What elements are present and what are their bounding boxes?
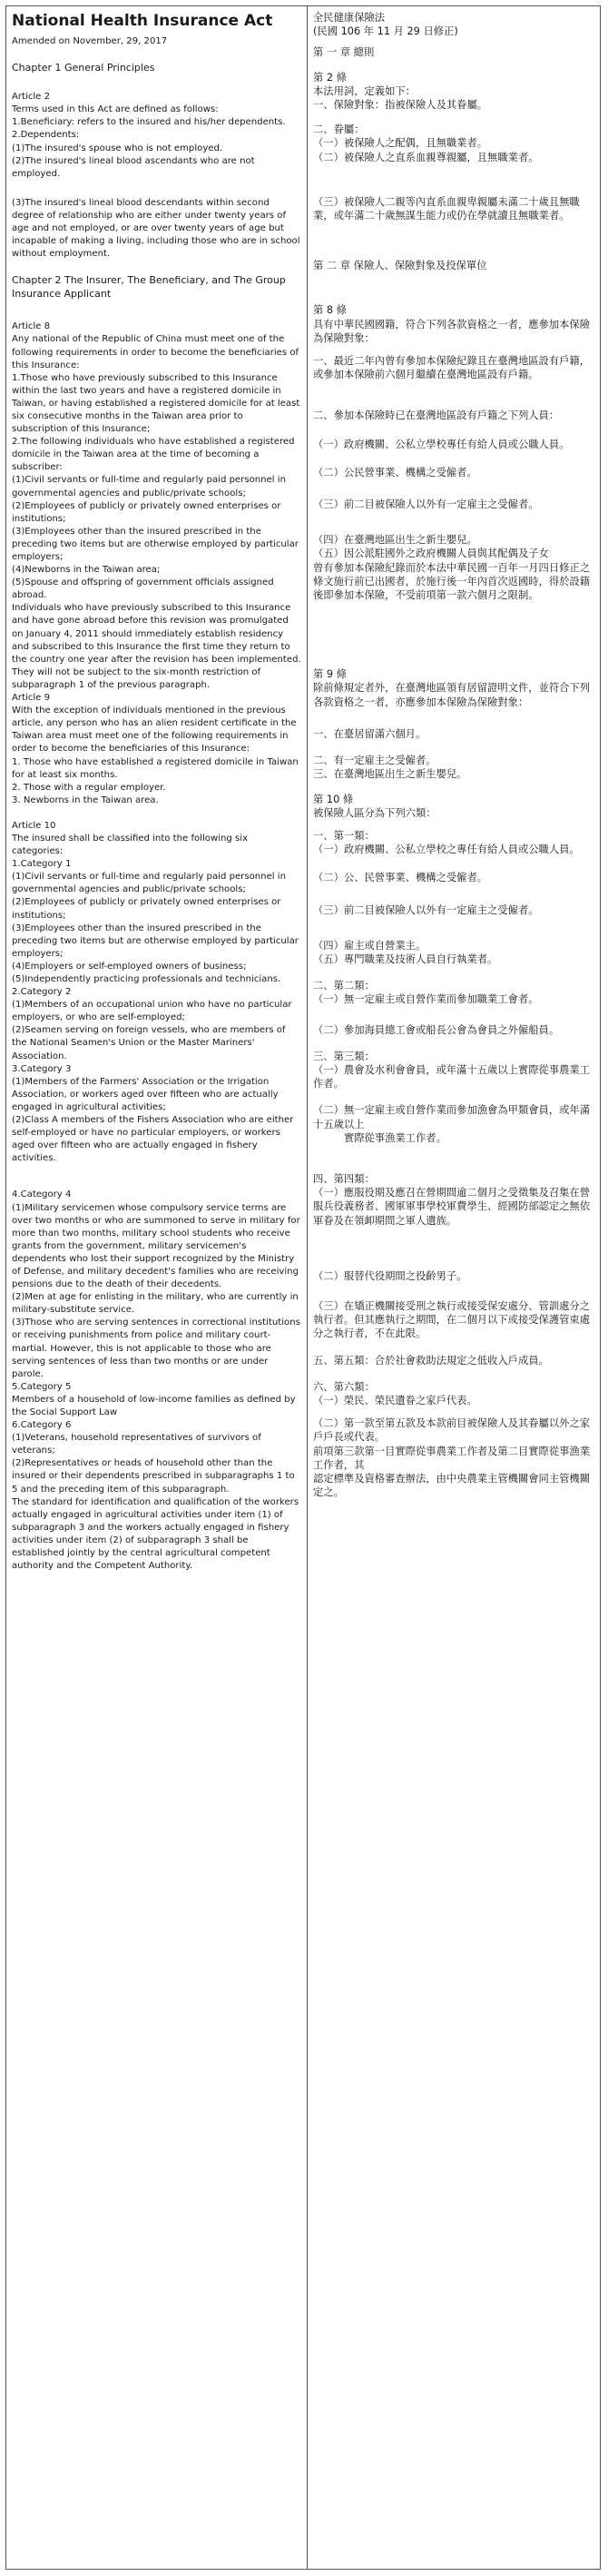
article-2-item-2-3: (3)The insured's lineal blood descendants within second degree of relationship who are either under twenty years of age and not employed, or are over twenty years of age but incapable of making a living, including those who are in school without employment. [12,197,300,260]
category-4-item-1-chinese: （一）應服役期及應召在營期間逾二個月之受徵集及召集在營服兵役義務者、國軍軍事學校軍費學生、經國防部認定之無依軍眷及在領卹期間之軍人遺族。 [313,1187,591,1227]
chinese-column [308,6,600,1504]
category-4-item-2: (2)Men at age for enlisting in the military, who are currently in military-substitute service. [12,1292,299,1316]
article-8-heading: Article 8 [12,321,51,332]
article-9-item-3-chinese: 三、在臺灣地區出生之新生嬰兒。 [313,768,467,781]
category-6-heading-chinese: 六、第六類： [313,1380,375,1393]
category-3-heading: 3.Category 3 [12,1063,72,1074]
category-3-item-1-chinese: （一）農會及水利會會員，或年滿十五歲以上實際從事農業工作者。 [313,1063,591,1091]
category-6-item-1: (1)Veterans, household representatives of survivors of veterans; [12,1433,261,1456]
article-9-intro-chinese: 除前條規定者外，在臺灣地區領有居留證明文件，並符合下列各款資格之一者，亦應參加本保險為保險對象： [313,682,591,708]
article-8-item-2-2: (2)Employees of publicly or privately owned enterprises or institutions; [12,500,281,524]
article-2-intro-chinese: 本法用詞，定義如下： [313,84,416,97]
article-2-heading-chinese: 第 2 條 [313,71,347,84]
category-6-item-1-chinese: （一）榮民、榮民遺眷之家戶代表。 [313,1394,477,1406]
article-8-item-2-3: (3)Employees other than the insured prescribed in the preceding two items but are otherwise employed by particular employers; [12,526,299,562]
article-8-item-2-1-chinese: （一）政府機關、公私立學校專任有給人員或公職人員。 [313,438,570,450]
category-3-item-2-chinese: （二）無一定雇主或自營作業而參加漁會為甲類會員，或年滿十五歲以上 [313,1104,591,1130]
article-2-item-2-1: (1)The insured's spouse who is not employed. [12,143,223,153]
article-8-item-2-3-chinese: （三）前二目被保險人以外有一定雇主之受僱者。 [313,498,539,511]
article-8-intro: Any national of the Republic of China must meet one of the following requirements in order to become the beneficiaries of this Insurance: [12,334,299,370]
category-1-item-4: (4)Employers or self-employed owners of business; [12,961,247,972]
category-1-heading-chinese: 一、第一類： [313,829,375,842]
category-2-item-2-chinese: （二）參加海員總工會或船長公會為會員之外僱船員。 [313,1023,560,1036]
category-1-item-3: (3)Employees other than the insured prescribed in the preceding two items but are otherwise employed by particular employers; [12,923,299,959]
category-1-item-1: (1)Civil servants or full-time and regularly paid personnel in governmental agencies and public/private schools; [12,872,286,895]
article-8-item-2-chinese: 二、參加本保險時已在臺灣地區設有戶籍之下列人員： [313,410,560,422]
category-1-item-3-chinese: （三）前二目被保險人以外有一定雇主之受僱者。 [313,903,539,916]
category-4-heading-chinese: 四、第四類： [313,1172,375,1185]
chapter-1-heading-chinese: 第 一 章 總則 [313,46,375,59]
article-9-heading-chinese: 第 9 條 [313,668,347,681]
category-2-item-1: (1)Members of an occupational union who have no particular employers, or who are self-employed; [12,1000,292,1023]
article-8-item-1-chinese: 一、最近二年內曾有參加本保險紀錄且在臺灣地區設有戶籍，或參加本保險前六個月繼續在臺灣地區設有戶籍。 [313,355,591,381]
article-8-item-2-5: (5)Spouse and offspring of government officials assigned abroad. [12,577,274,601]
article-10-intro-chinese: 被保險人區分為下列六類： [313,806,436,819]
article-8-item-2-2-chinese: （二）公民營事業、機構之受僱者。 [313,466,477,479]
article-9-item-2-chinese: 二、有一定雇主之受僱者。 [313,755,436,767]
category-1-item-2: (2)Employees of publicly or privately owned enterprises or institutions; [12,897,281,921]
article-10-intro: The insured shall be classified into the following six categories: [12,833,249,857]
category-3-item-2-continued-chinese: 實際從事漁業工作者。 [343,1131,446,1144]
article-2-item-2-3-chinese: （三）被保險人二親等內直系血親卑親屬未滿二十歲且無職業，或年滿二十歲無謀生能力或仍在學就讀且無職業者。 [313,195,580,222]
article-9-item-1: 1. Those who have established a registered domicile in Taiwan for at least six months. [12,756,299,780]
category-6-item-2: (2)Representatives or heads of household other than the insured or their dependents prescribed in subparagraphs 1 to 5 and the preceding item of this subparagraph. [12,1458,295,1495]
category-4-item-2-chinese: （二）服替代役期間之役齡男子。 [313,1269,467,1282]
category-3-item-1: (1)Members of the Farmers' Association or the Irrigation Association, or workers aged over fifteen who are actually engaged in agricultural activities; [12,1076,279,1112]
category-1-item-1-chinese: （一）政府機關、公私立學校之專任有給人員或公職人員。 [313,844,580,856]
chapter-2-heading-chinese: 第 二 章 保險人、保險對象及投保單位 [313,260,487,272]
category-1-item-4-chinese: （四）雇主或自營業主。 [313,939,427,952]
article-8-item-2-4: (4)Newborns in the Taiwan area; [12,565,161,576]
article-8-paragraph-2: Individuals who have previously subscribed to this Insurance and have gone abroad before this revision was promulgated on January 4, 2011 should immediately establish residency and subscribed to this Insurance the first time they return to the country one year after the revision has been implemented. They will not be subject to the six-month restriction of subparagraph 1 of the previous paragraph. [12,603,301,690]
category-4-item-1: (1)Military servicemen whose compulsory service terms are over two months or who are summoned to serve in military for more than two months, military school students who receive grants from the government, military servicemen's dependents who lost their support recognized by the Ministry of Defense, and military decedent's families who are receiving pensions due to the death of their decedents. [12,1202,300,1290]
category-5-chinese: 五、第五類：合於社會救助法規定之低收入戶成員。 [313,1354,549,1367]
article-8-item-1: 1.Those who have previously subscribed to this Insurance within the last two years and have a registered domicile in Taiwan, or having established a registered domicile for at least six consecutive months in the Taiwan area prior to subscription of this Insurance; [12,372,300,435]
article-9-item-3: 3. Newborns in the Taiwan area. [12,795,159,805]
category-4-item-3-chinese: （三）在矯正機關接受刑之執行或接受保安處分、管訓處分之執行者。但其應執行之期間，在二個月以下或接受保護管束處分之執行者，不在此限。 [313,1299,591,1340]
category-1-item-5: (5)Independently practicing professionals and technicians. [12,974,281,984]
article-2-intro: Terms used in this Act are defined as follows: [12,104,219,115]
amended-date-chinese: (民國 106 年 11 月 29 日修正) [313,25,458,38]
article-2-item-2-chinese: 二、眷屬： [313,123,365,136]
article-8-item-2-5-chinese: （五）因公派駐國外之政府機關人員與其配偶及子女 [313,548,549,560]
category-1-item-5-chinese: （五）專門職業及技術人員自行執業者。 [313,952,498,965]
amended-date: Amended on November, 29, 2017 [12,36,168,46]
article-8-intro-chinese: 具有中華民國國籍，符合下列各款資格之一者，應參加本保險為保險對象： [313,318,591,344]
document-page [5,5,601,2570]
chapter-2-heading: Chapter 2 The Insurer, The Beneficiary, and The Group Insurance Applicant [12,274,286,301]
act-title-chinese: 全民健康保險法 [313,12,386,24]
category-5-heading: 5.Category 5 [12,1381,72,1392]
category-1-item-2-chinese: （二）公、民營事業、機構之受僱者。 [313,872,488,884]
article-10-paragraph-2-line-2-chinese: 認定標準及資格審查辦法，由中央農業主管機關會同主管機關定之。 [313,1473,591,1499]
category-4-heading: 4.Category 4 [12,1189,72,1200]
article-10-heading-chinese: 第 10 條 [313,793,354,805]
article-8-item-2: 2.The following individuals who have established a registered domicile in the Taiwan area at the time of becoming a subscriber: [12,437,295,473]
article-8-paragraph-2-chinese: 曾有參加本保險紀錄而於本法中華民國一百年一月四日修正之條文施行前已出國者，於施行後一年內首次返國時，得於設籍後即參加本保險，不受前項第一款六個月之限制。 [313,561,591,602]
article-8-item-2-4-chinese: （四）在臺灣地區出生之新生嬰兒。 [313,534,477,547]
category-6-item-2-chinese: （二）第一款至第五款及本款前目被保險人及其眷屬以外之家戶戶長或代表。 [313,1417,591,1444]
category-2-heading-chinese: 二、第二類： [313,980,375,992]
article-9-intro: With the exception of individuals mentioned in the previous article, any person who has an alien resident certificate in the Taiwan area must meet one of the following requirements in order to become the beneficiaries of this Insurance: [12,706,297,755]
chapter-1-heading: Chapter 1 General Principles [12,62,155,74]
article-9-heading: Article 9 [12,693,51,704]
act-title-english: National Health Insurance Act [12,12,273,30]
category-3-heading-chinese: 三、第三類： [313,1050,375,1062]
category-2-heading: 2.Category 2 [12,987,72,998]
article-2-item-2-2: (2)The insured's lineal blood ascendants who are not employed. [12,155,255,179]
category-2-item-1-chinese: （一）無一定雇主或自營作業而參加職業工會者。 [313,993,539,1006]
article-2-item-1: 1.Beneficiary: refers to the insured and his/her dependents. [12,117,286,128]
article-2-item-1-chinese: 一、保險對象：指被保險人及其眷屬。 [313,99,488,112]
category-5-text: Members of a household of low-income families as defined by the Social Support Law [12,1394,296,1417]
category-2-item-2: (2)Seamen serving on foreign vessels, who are members of the National Seamen's Union or the Master Mariners' Association. [12,1025,286,1061]
category-4-item-3: (3)Those who are serving sentences in correctional institutions or receiving punishments from police and military court-martial. However, this is not applicable to those who are serving sentences of less than two months or are under parole. [12,1318,300,1379]
article-8-heading-chinese: 第 8 條 [313,304,347,317]
category-1-heading: 1.Category 1 [12,859,72,870]
article-10-heading: Article 10 [12,820,56,831]
article-8-item-2-1: (1)Civil servants or full-time and regularly paid personnel in governmental agencies and public/private schools; [12,475,286,498]
article-9-item-2: 2. Those with a regular employer. [12,782,166,793]
article-2-item-2-2-chinese: （二）被保險人之直系血親尊親屬，且無職業者。 [313,151,539,163]
article-9-item-1-chinese: 一、在臺居留滿六個月。 [313,727,427,740]
article-2-item-2-1-chinese: （一）被保險人之配偶，且無職業者。 [313,137,488,150]
category-3-item-2: (2)Class A members of the Fishers Association who are either self-employed or have no particular employers, or workers aged over fifteen who are actually engaged in fishery activities. [12,1115,294,1164]
category-6-heading: 6.Category 6 [12,1420,72,1431]
english-column [6,6,307,1577]
article-10-paragraph-2: The standard for identification and qualification of the workers actually engaged in agricultural activities under item (1) of subparagraph 3 and the workers actually engaged in fishery activities under item (2) of subparagraph 3 shall be established jointly by the central agricultural competent authority and the Competent Authority. [12,1496,299,1572]
article-2-item-2: 2.Dependents: [12,130,80,141]
article-10-paragraph-2-line-1-chinese: 前項第三款第一目實際從事農業工作者及第二目實際從事漁業工作者，其 [313,1445,591,1471]
article-2-heading: Article 2 [12,92,51,103]
